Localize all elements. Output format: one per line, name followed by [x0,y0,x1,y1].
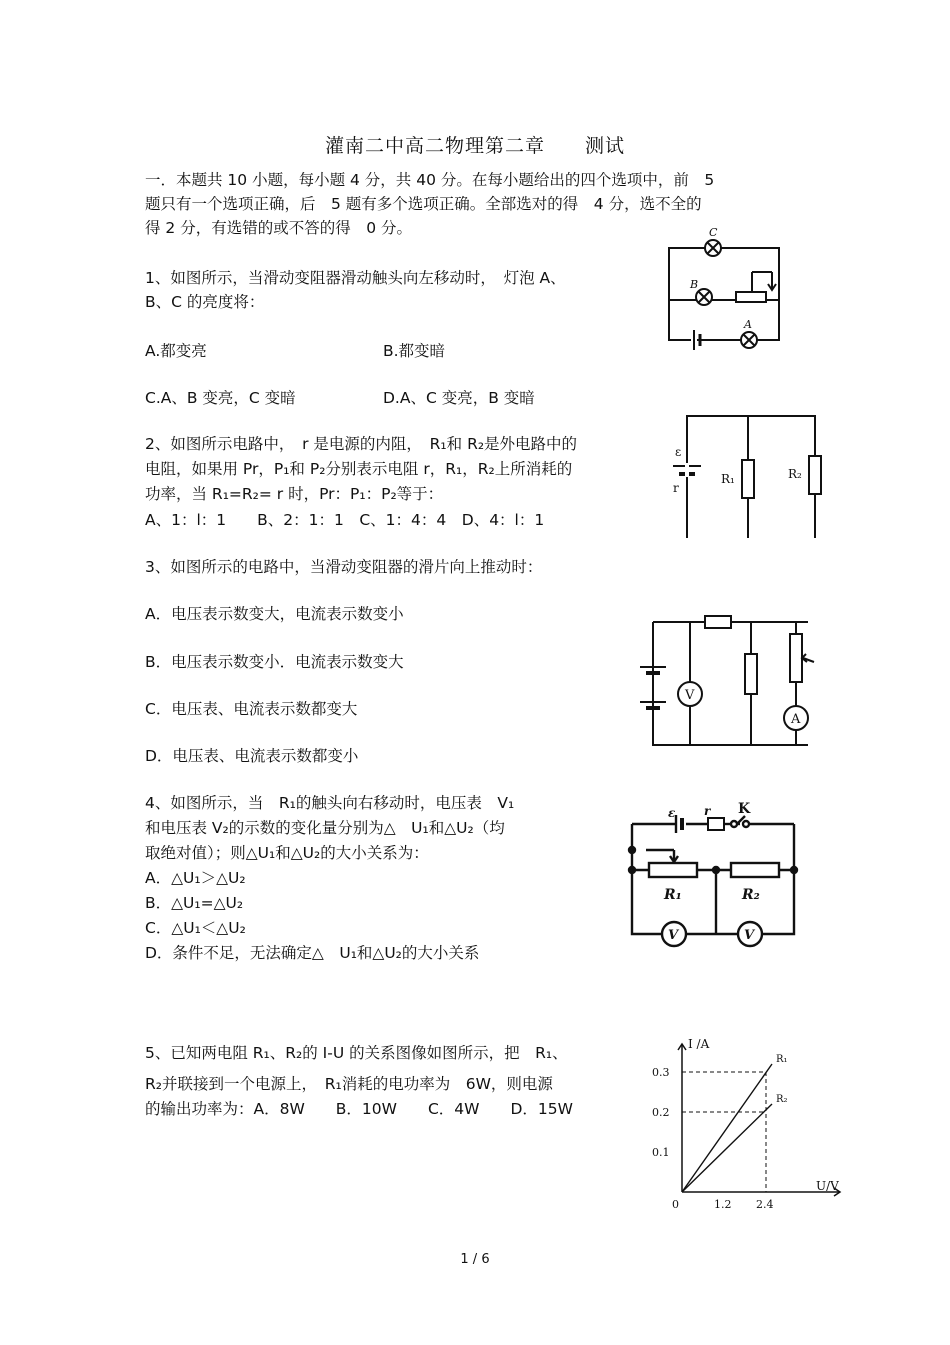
y-tick-label-3: 0.3 [652,1066,670,1079]
series-line-2 [682,1104,772,1192]
series-line-1 [682,1064,772,1192]
q5-line-3: 的输出功率为：A．8W B．10W C．4W D．15W [145,1100,573,1118]
q3-circuit-figure [638,612,823,752]
q1-option-b: B.都变暗 [383,342,446,360]
lamp-c-label: C [709,228,718,239]
q3-option-b: B．电压表示数变小．电流表示数变大 [145,653,404,671]
x-axis-label: U/V [816,1179,839,1193]
q1-option-c: C.A、B 变亮，C 变暗 [145,389,296,407]
lamp-a-label: A [744,318,752,331]
q4-option-c: C．△U₁＜△U₂ [145,919,246,937]
q4-line-1: 4、如图所示，当 R₁的触头向右移动时，电压表 V₁ [145,794,515,812]
page-title: 灌南二中高二物理第二章 测试 [324,135,625,157]
q2-line-2: 电阻，如果用 Pr，P₁和 P₂分别表示电阻 r，R₁，R₂上所消耗的 [145,460,573,478]
q5-line-2: R₂并联接到一个电源上， R₁消耗的电功率为 6W，则电源 [145,1075,553,1093]
y-tick-label-2: 0.2 [652,1106,670,1119]
q1-option-a: A.都变亮 [145,342,207,360]
q3-option-c: C．电压表、电流表示数都变大 [145,700,358,718]
q4-option-d: D．条件不足，无法确定△ U₁和△U₂的大小关系 [145,944,480,962]
instruction-line-1: 一．本题共 10 小题，每小题 4 分，共 40 分。在每小题给出的四个选项中，前 5 [145,171,715,189]
voltmeter-v2-label: V [744,928,755,943]
q3-option-a: A．电压表示数变大，电流表示数变小 [145,605,404,623]
q1-circuit-figure [664,228,786,352]
voltmeter-label: V [685,688,695,703]
internal-r-label: r [673,481,679,495]
page-number: 1 / 6 [460,1252,490,1267]
battery-emf-label: ε [668,806,676,820]
q4-r2-label: R₂ [742,887,760,903]
ammeter-label: A [791,712,801,727]
q4-line-2: 和电压表 V₂的示数的变化量分别为△ U₁和△U₂（均 [145,819,505,837]
battery-r-label: r [704,804,711,818]
q4-circuit-figure [624,798,804,948]
q2-options: A、1：l：1 B、2：1：1 C、1：4：4 D、4：l：1 [145,511,545,529]
q2-line-3: 功率，当 R₁=R₂= r 时，Pr：P₁：P₂等于： [145,485,444,503]
emf-label: ε [675,445,682,459]
q4-option-a: A．△U₁＞△U₂ [145,869,246,887]
instruction-line-2: 题只有一个选项正确，后 5 题有多个选项正确。全部选对的得 4 分，选不全的 [145,195,702,213]
switch-k-label: K [738,801,751,817]
r2-label: R₂ [788,467,802,481]
voltmeter-v1-label: V [668,928,679,943]
q5-iu-chart [640,1030,850,1210]
q4-option-b: B．△U₁=△U₂ [145,894,244,912]
y-axis-label: I /A [688,1037,710,1051]
q5-line-1: 5、已知两电阻 R₁、R₂的 I-U 的关系图像如图所示，把 R₁、 [145,1044,568,1062]
q4-r1-label: R₁ [664,887,682,903]
x-tick-label-3: 2.4 [756,1198,774,1210]
q1-line-2: B、C 的亮度将： [145,293,265,311]
x-tick-label-2: 1.2 [714,1198,732,1210]
q3-option-d: D．电压表、电流表示数都变小 [145,747,359,765]
q1-option-d: D.A、C 变亮，B 变暗 [383,389,535,407]
q2-line-1: 2、如图所示电路中， r 是电源的内阻， R₁和 R₂是外电路中的 [145,435,578,453]
x-tick-label-1: 0 [672,1198,679,1210]
y-tick-label-1: 0.1 [652,1146,670,1159]
series-label-1: R₁ [776,1054,788,1065]
q2-circuit-figure [665,408,825,538]
instruction-line-3: 得 2 分，有选错的或不答的得 0 分。 [145,219,413,237]
q3-line: 3、如图所示的电路中，当滑动变阻器的滑片向上推动时： [145,558,543,576]
q4-line-3: 取绝对值）；则△U₁和△U₂的大小关系为： [145,844,429,862]
series-label-2: R₂ [776,1094,788,1105]
r1-label: R₁ [721,472,735,486]
q1-line-1: 1、如图所示，当滑动变阻器滑动触头向左移动时， 灯泡 A、 [145,269,566,287]
lamp-b-label: B [690,278,699,291]
